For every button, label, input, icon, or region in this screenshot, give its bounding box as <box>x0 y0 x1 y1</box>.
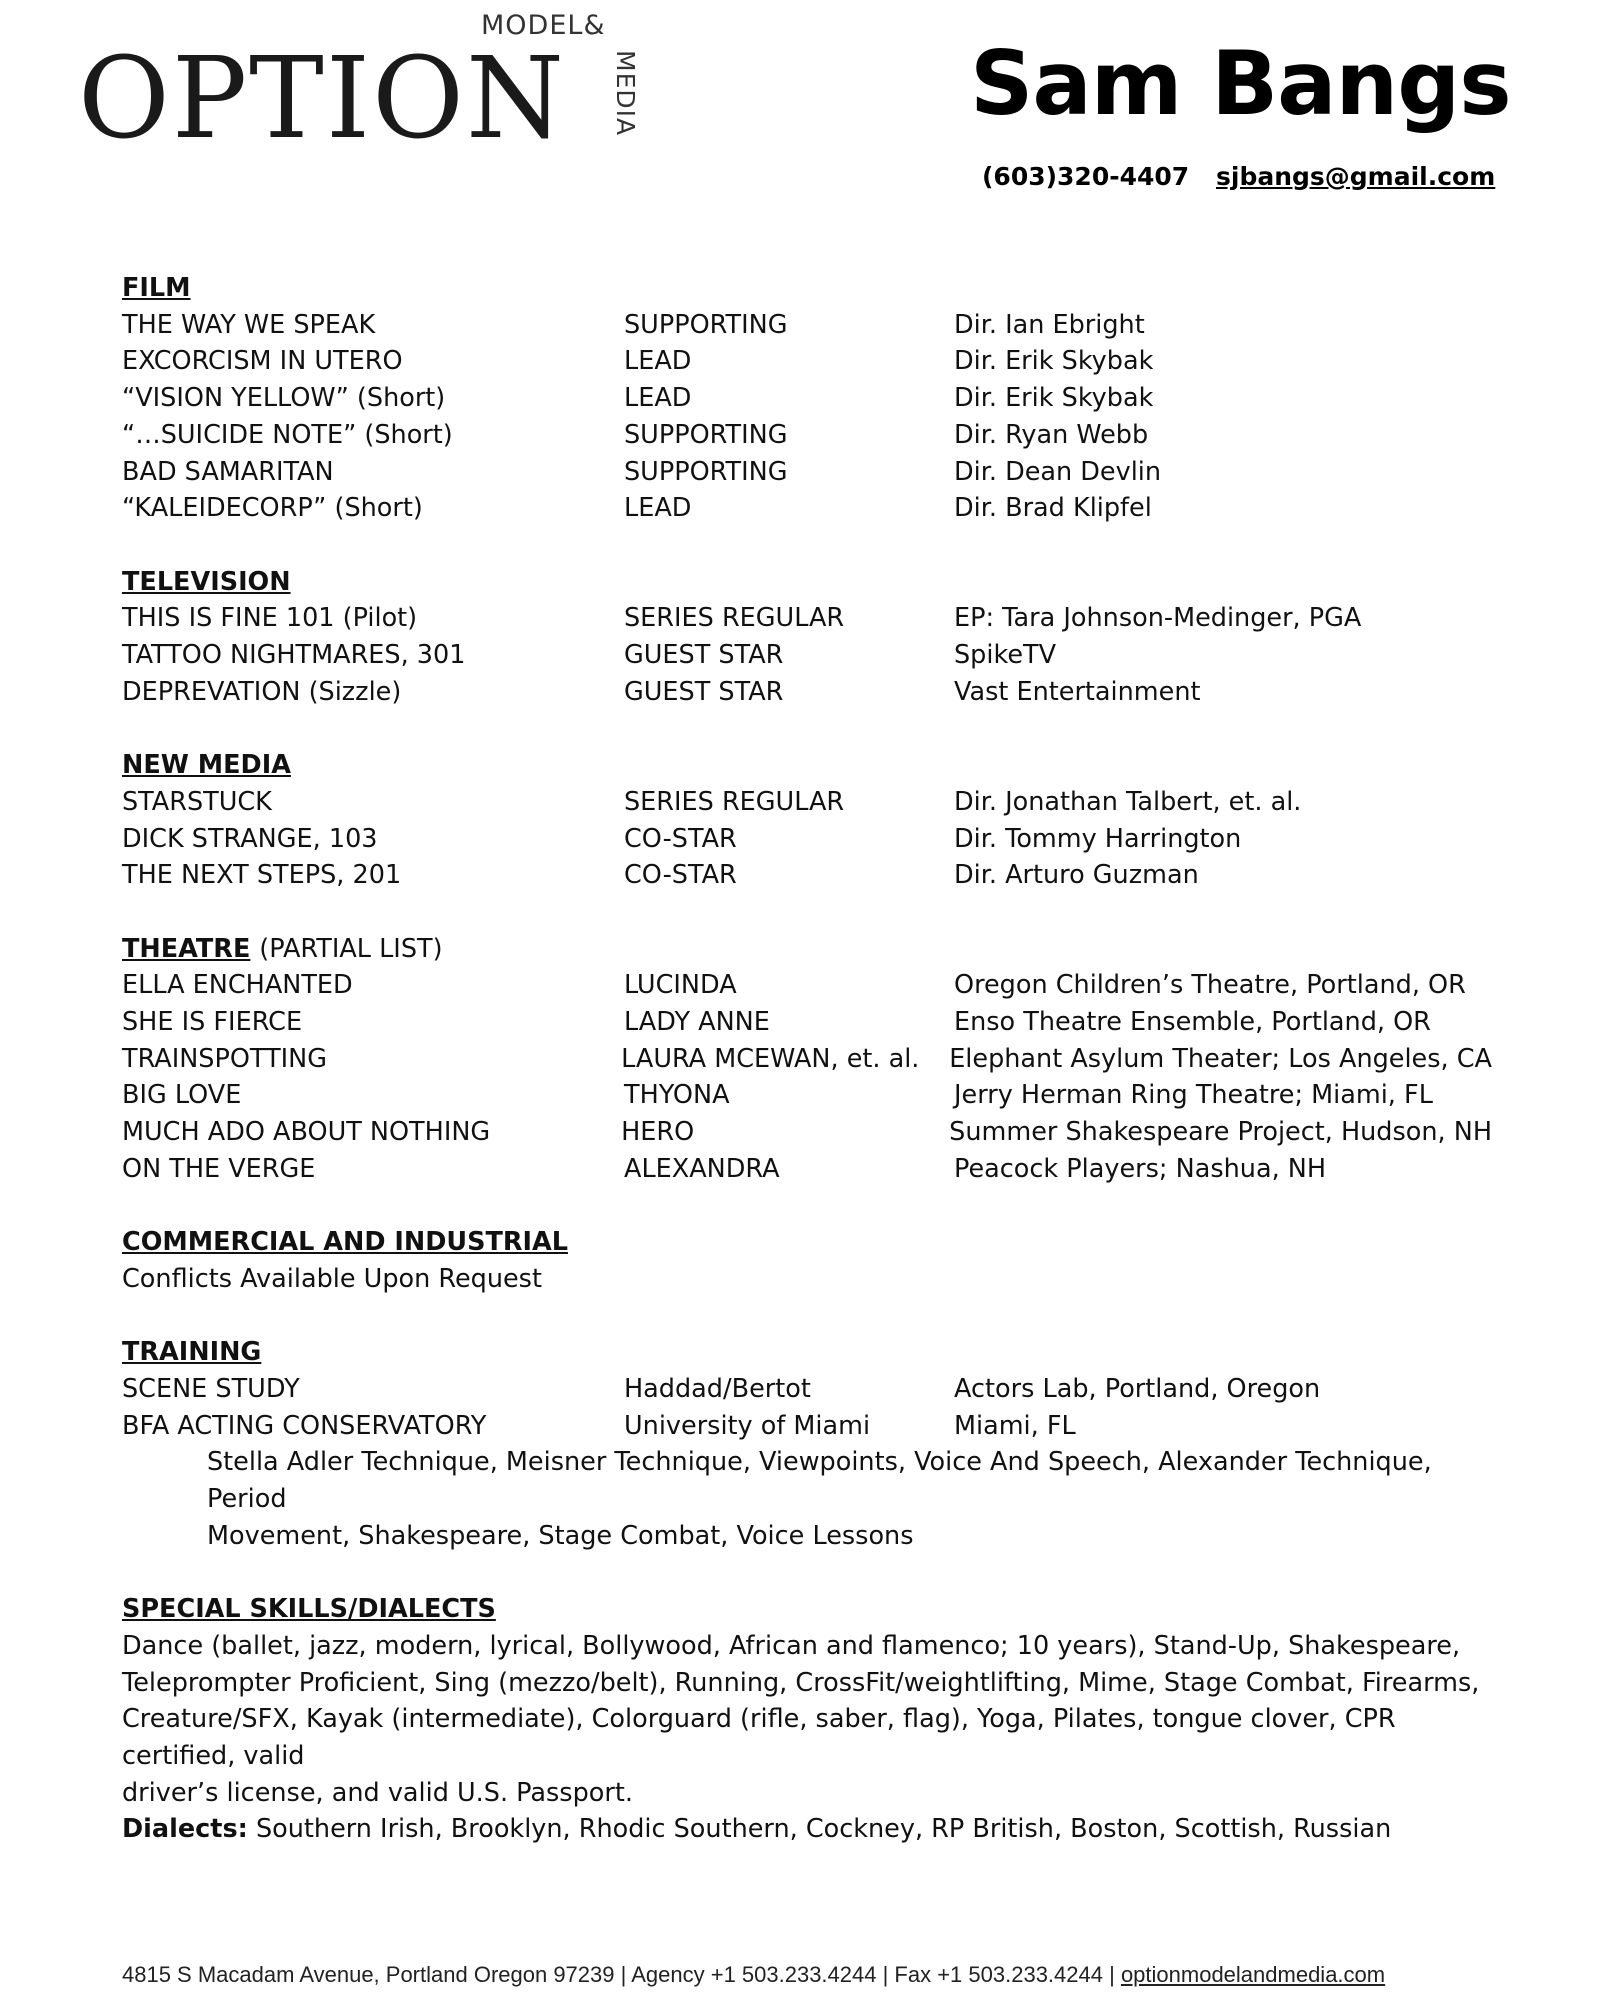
credit-role: SUPPORTING <box>624 456 788 487</box>
credit-title: DEPREVATION (Sizzle) <box>122 676 402 707</box>
credit-title: TRAINSPOTTING <box>122 1043 327 1074</box>
agency-footer <box>122 1962 1385 1988</box>
dialects-line <box>122 1811 1492 1848</box>
agency-logo <box>78 10 640 164</box>
credit-director: Dir. Tommy Harrington <box>954 823 1242 854</box>
credit-row <box>122 380 1492 417</box>
credit-director: Dir. Arturo Guzman <box>954 860 1199 891</box>
credit-title: STARSTUCK <box>122 786 272 817</box>
agency-website-link[interactable]: optionmodelandmedia.com <box>1120 1962 1386 1987</box>
credit-row <box>122 307 1492 344</box>
credit-row <box>122 1151 1492 1188</box>
credit-title: BAD SAMARITAN <box>122 456 334 487</box>
actor-name: Sam Bangs <box>970 32 1511 135</box>
credit-venue: Jerry Herman Ring Theatre; Miami, FL <box>954 1080 1433 1111</box>
training-location: Miami, FL <box>954 1410 1076 1441</box>
section-note: (PARTIAL LIST) <box>259 933 443 964</box>
credit-title: SHE IS FIERCE <box>122 1007 303 1038</box>
credit-row <box>122 1004 1492 1041</box>
training-program: BFA ACTING CONSERVATORY <box>122 1410 487 1441</box>
training-teacher: Haddad/Bertot <box>624 1374 811 1405</box>
credit-role: LAURA MCEWAN, et. al. <box>621 1043 920 1074</box>
credit-title: DICK STRANGE, 103 <box>122 823 378 854</box>
credit-title: EXCORCISM IN UTERO <box>122 346 403 377</box>
credit-title: “KALEIDECORP” (Short) <box>122 493 423 524</box>
credit-director: Dir. Jonathan Talbert, et. al. <box>954 786 1302 817</box>
commercial-section <box>122 1224 1492 1297</box>
training-program: SCENE STUDY <box>122 1374 300 1405</box>
credit-role: SERIES REGULAR <box>624 786 845 817</box>
credit-title: ON THE VERGE <box>122 1153 316 1184</box>
credit-role: CO-STAR <box>624 860 737 891</box>
film-section <box>122 270 1492 527</box>
credit-role: LUCINDA <box>624 970 737 1001</box>
credit-row <box>122 674 1492 711</box>
section-title: SPECIAL SKILLS/DIALECTS <box>122 1594 496 1625</box>
credit-role: THYONA <box>624 1080 730 1111</box>
logo-media-text: MEDIA <box>611 50 640 137</box>
credit-role: SUPPORTING <box>624 309 788 340</box>
television-section <box>122 564 1492 711</box>
skills-line: Dance (ballet, jazz, modern, lyrical, Bollywood, African and flamenco; 10 years), Stand-Up, Shakespeare, <box>122 1630 1461 1661</box>
credit-title: ELLA ENCHANTED <box>122 970 353 1001</box>
phone-number: (603)320-4407 <box>982 162 1190 191</box>
credit-row <box>122 343 1492 380</box>
credit-director: Dir. Brad Klipfel <box>954 493 1152 524</box>
credit-director: Dir. Ryan Webb <box>954 419 1149 450</box>
credit-role: LEAD <box>624 346 692 377</box>
credit-role: HERO <box>621 1117 695 1148</box>
email-link[interactable]: sjbangs@gmail.com <box>1216 162 1496 191</box>
credit-role: SERIES REGULAR <box>624 603 845 634</box>
credit-row <box>122 1077 1492 1114</box>
section-title: COMMERCIAL AND INDUSTRIAL <box>122 1227 568 1258</box>
credit-title: “…SUICIDE NOTE” (Short) <box>122 419 453 450</box>
credit-director: Dir. Erik Skybak <box>954 383 1154 414</box>
credit-role: LADY ANNE <box>624 1007 770 1038</box>
credit-producer: EP: Tara Johnson-Medinger, PGA <box>954 603 1362 634</box>
credit-row <box>122 857 1492 894</box>
credit-role: ALEXANDRA <box>624 1153 780 1184</box>
credit-role: GUEST STAR <box>624 676 784 707</box>
credit-role: LEAD <box>624 493 692 524</box>
credit-row <box>122 1041 1492 1078</box>
dialects-list: Southern Irish, Brooklyn, Rhodic Southern, Cockney, RP British, Boston, Scottish, Russian <box>255 1814 1392 1845</box>
credit-role: GUEST STAR <box>624 640 784 671</box>
credit-title: BIG LOVE <box>122 1080 242 1111</box>
training-teacher: University of Miami <box>624 1410 871 1441</box>
credit-row <box>122 967 1492 1004</box>
credit-venue: Enso Theatre Ensemble, Portland, OR <box>954 1007 1431 1038</box>
credit-row <box>122 600 1492 637</box>
credit-row <box>122 417 1492 454</box>
section-title: TELEVISION <box>122 566 291 597</box>
theatre-section <box>122 931 1492 1188</box>
credit-row <box>122 454 1492 491</box>
credit-venue: Elephant Asylum Theater; Los Angeles, CA <box>949 1043 1492 1074</box>
credit-director: Dir. Erik Skybak <box>954 346 1154 377</box>
section-title: THEATRE <box>122 933 251 964</box>
resume-body <box>122 270 1492 1885</box>
credit-venue: Summer Shakespeare Project, Hudson, NH <box>949 1117 1492 1148</box>
commercial-text: Conflicts Available Upon Request <box>122 1263 542 1294</box>
credit-title: THE NEXT STEPS, 201 <box>122 860 402 891</box>
credit-title: MUCH ADO ABOUT NOTHING <box>122 1117 491 1148</box>
training-row <box>122 1408 1492 1445</box>
section-title: NEW MEDIA <box>122 750 291 781</box>
logo-wordmark: OPTION <box>78 34 566 164</box>
section-title: TRAINING <box>122 1337 262 1368</box>
credit-role: CO-STAR <box>624 823 737 854</box>
credit-row <box>122 1114 1492 1151</box>
dialects-label: Dialects: <box>122 1814 248 1845</box>
credit-venue: Oregon Children’s Theatre, Portland, OR <box>954 970 1466 1001</box>
credit-row <box>122 637 1492 674</box>
skills-line: Teleprompter Proficient, Sing (mezzo/belt), Running, CrossFit/weightlifting, Mime, Stage Combat, Firearms, <box>122 1667 1480 1698</box>
credit-director: Dir. Dean Devlin <box>954 456 1162 487</box>
skills-line: driver’s license, and valid U.S. Passport. <box>122 1777 633 1808</box>
credit-title: TATTOO NIGHTMARES, 301 <box>122 640 466 671</box>
credit-producer: SpikeTV <box>954 640 1057 671</box>
training-location: Actors Lab, Portland, Oregon <box>954 1374 1321 1405</box>
credit-title: THIS IS FINE 101 (Pilot) <box>122 603 418 634</box>
credit-title: THE WAY WE SPEAK <box>122 309 376 340</box>
credit-row <box>122 490 1492 527</box>
training-detail-line: Stella Adler Technique, Meisner Technique, Viewpoints, Voice And Speech, Alexander Technique, Period <box>207 1447 1432 1515</box>
logo-model-text: MODEL& <box>481 10 606 41</box>
credit-role: SUPPORTING <box>624 419 788 450</box>
skills-section <box>122 1591 1492 1848</box>
training-detail-line: Movement, Shakespeare, Stage Combat, Voice Lessons <box>207 1520 914 1551</box>
training-section <box>122 1334 1492 1554</box>
credit-venue: Peacock Players; Nashua, NH <box>954 1153 1327 1184</box>
agency-address: 4815 S Macadam Avenue, Portland Oregon 97239 | Agency +1 503.233.4244 | Fax +1 503.233.4244 | <box>122 1962 1121 1987</box>
credit-row <box>122 821 1492 858</box>
training-row <box>122 1371 1492 1408</box>
credit-row <box>122 784 1492 821</box>
credit-title: “VISION YELLOW” (Short) <box>122 383 446 414</box>
section-title: FILM <box>122 273 191 303</box>
skills-line: Creature/SFX, Kayak (intermediate), Colorguard (rifle, saber, flag), Yoga, Pilates, tongue clover, CPR certified, valid <box>122 1704 1396 1772</box>
new-media-section <box>122 747 1492 894</box>
credit-director: Dir. Ian Ebright <box>954 309 1145 340</box>
credit-role: LEAD <box>624 383 692 414</box>
credit-producer: Vast Entertainment <box>954 676 1201 707</box>
